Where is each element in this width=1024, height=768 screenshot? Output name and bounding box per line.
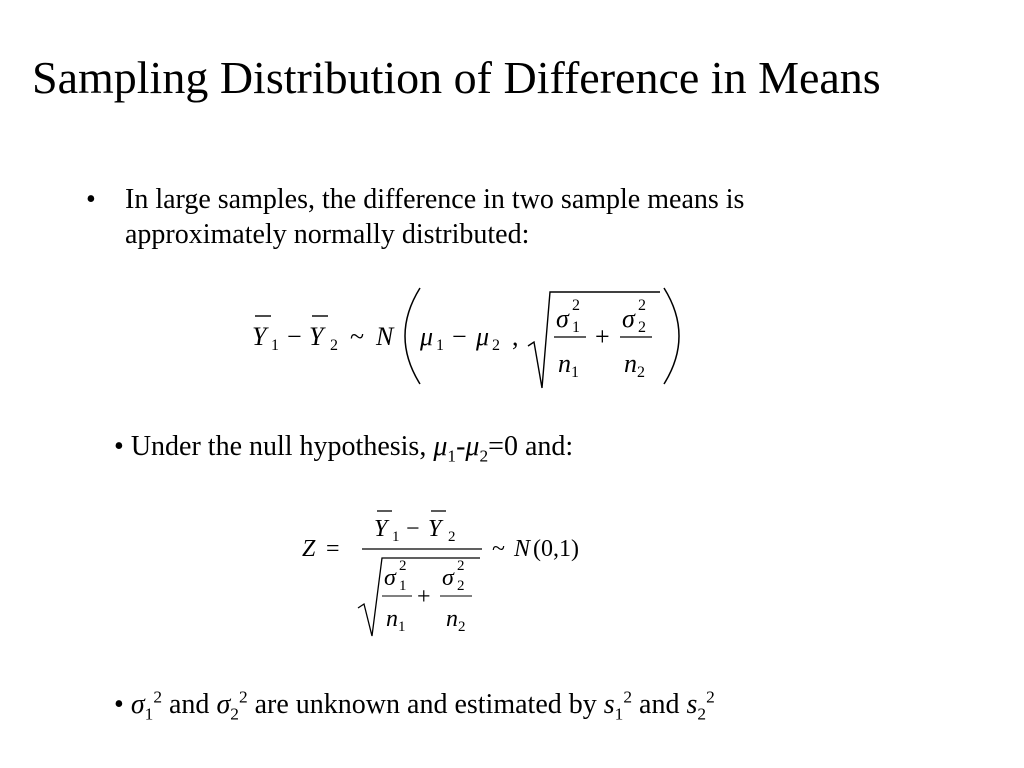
s1-sub: 1 [614, 704, 624, 724]
eq1-y1-sub: 1 [271, 337, 279, 354]
sigma1-sup: 2 [153, 687, 162, 707]
s2: s [686, 689, 698, 720]
sigma1: σ [130, 689, 145, 720]
null-tail: =0 and: [488, 431, 574, 462]
eq2-y2-sub: 2 [448, 529, 456, 545]
sigma2: σ [216, 689, 231, 720]
eq1-sigma1-sup: 2 [572, 297, 580, 314]
eq1-sigma2: σ [622, 304, 635, 333]
eq1-plus: + [595, 322, 610, 351]
equation-z-statistic [296, 500, 606, 645]
mu2: μ [465, 431, 480, 462]
eq1-minus-b: − [452, 322, 467, 351]
s1: s [603, 689, 615, 720]
eq1-n1: n [558, 349, 571, 378]
eq1-sigma2-sup: 2 [638, 297, 646, 314]
eq2-n1: n [386, 606, 398, 632]
eq1-mu1-sub: 1 [436, 337, 444, 354]
eq1-n2: n [624, 349, 637, 378]
eq1-sigma2-sub: 2 [638, 319, 646, 336]
eq1-minus-a: − [287, 322, 302, 351]
eq1-n1-sub: 1 [571, 364, 579, 381]
eq2-y2: Y [428, 516, 442, 542]
eq2-N: N [514, 536, 531, 562]
middle-text: are unknown and estimated by [254, 689, 597, 720]
eq2-args: (0,1) [533, 536, 579, 562]
eq2-sigma1-sup: 2 [399, 558, 407, 574]
eq2-n2-sub: 2 [458, 619, 466, 635]
eq2-plus: + [417, 584, 431, 610]
eq2-sigma1: σ [384, 565, 396, 591]
s2-sub: 2 [697, 704, 707, 724]
eq2-n2: n [446, 606, 458, 632]
slide-title: Sampling Distribution of Difference in Means [32, 52, 881, 103]
bullet-unknown-variances [114, 687, 715, 722]
eq1-y2: Y [309, 322, 324, 351]
bullet-null-hypothesis [114, 429, 573, 464]
eq2-eq: = [326, 536, 340, 562]
equation-difference-distribution [240, 280, 700, 395]
mu1: μ [433, 431, 448, 462]
eq2-tilde: ~ [492, 536, 505, 562]
and-2: and [639, 689, 680, 720]
eq1-y2-sub: 2 [330, 337, 338, 354]
eq1-sigma1-sub: 1 [572, 319, 580, 336]
eq2-minus: − [406, 516, 420, 542]
sigma2-sub: 2 [230, 704, 239, 724]
eq1-tilde: ~ [350, 322, 365, 351]
eq1-left-paren [405, 288, 420, 384]
eq2-Z: Z [302, 536, 316, 562]
null-text: Under the null hypothesis, [130, 431, 427, 462]
eq2-y1: Y [374, 516, 388, 542]
mu1-sub: 1 [447, 446, 457, 466]
eq1-mu2: μ [476, 322, 490, 351]
s2-sup: 2 [706, 687, 715, 707]
eq1-mu1: μ [420, 322, 434, 351]
bullet-marker: • [86, 184, 96, 215]
eq2-n1-sub: 1 [398, 619, 406, 635]
eq1-comma: , [512, 322, 519, 351]
dash: - [456, 431, 466, 462]
eq1-y1: Y [252, 322, 267, 351]
sigma1-sub: 1 [144, 704, 154, 724]
bullet-text: In large samples, the difference in two sample means is approximately normally distributed: [125, 184, 745, 250]
eq1-n2-sub: 2 [637, 364, 645, 381]
bullet-marker: • [114, 431, 124, 462]
eq2-sigma1-sub: 1 [399, 578, 407, 594]
eq1-right-paren [664, 288, 679, 384]
eq1-mu2-sub: 2 [492, 337, 500, 354]
sigma2-sup: 2 [238, 687, 248, 707]
eq2-sigma2-sub: 2 [457, 578, 465, 594]
eq2-sigma2-sup: 2 [457, 558, 465, 574]
bullet-large-samples [86, 182, 906, 252]
s1-sup: 2 [623, 687, 633, 707]
bullet-marker: • [114, 689, 124, 720]
eq1-sigma1: σ [556, 304, 569, 333]
and-1: and [169, 689, 210, 720]
eq1-N: N [376, 322, 394, 351]
mu2-sub: 2 [479, 446, 489, 466]
eq2-y1-sub: 1 [392, 529, 400, 545]
eq2-sigma2: σ [442, 565, 454, 591]
